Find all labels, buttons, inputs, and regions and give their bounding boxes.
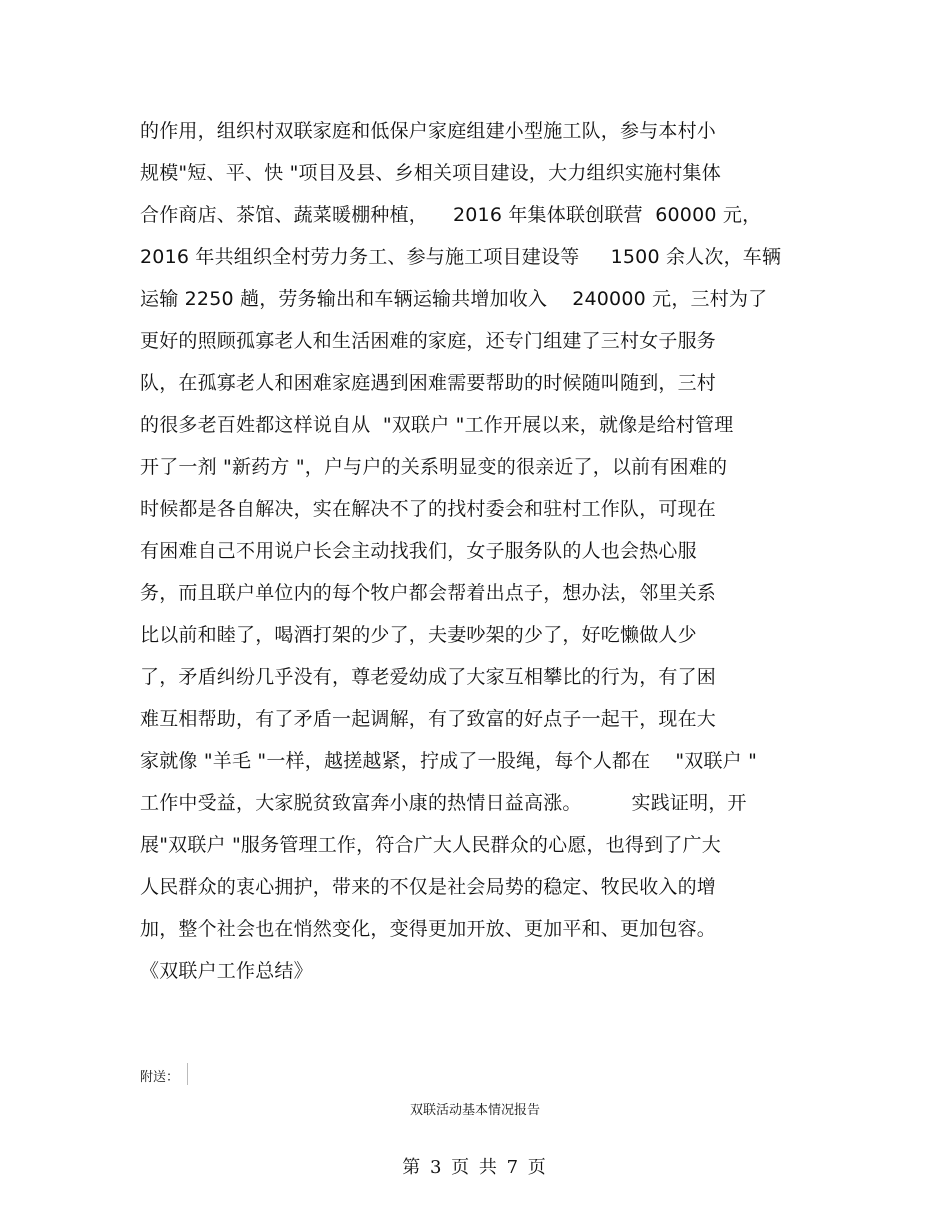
text-line-15: 难互相帮助，有了矛盾一起调解，有了致富的好点子一起干，现在大 — [140, 708, 717, 730]
text-line-13: 比以前和睦了，喝酒打架的少了，夫妻吵架的少了，好吃懒做人少 — [140, 624, 697, 646]
text-line-8: 的很多老百姓都这样说自从 "双联户 "工作开展以来，就像是给村管理 — [140, 414, 734, 436]
text-line-18: 展"双联户 "服务管理工作，符合广大人民群众的心愿，也得到了广大 — [140, 834, 721, 856]
text-line-2: 规模"短、平、快 "项目及县、乡相关项目建设，大力组织实施村集体 — [140, 162, 721, 184]
text-line-19: 人民群众的衷心拥护，带来的不仅是社会局势的稳定、牧民收入的增 — [140, 876, 717, 898]
text-line-1: 的作用，组织村双联家庭和低保户家庭组建小型施工队，参与本村小 — [140, 120, 717, 142]
text-line-12: 务，而且联户单位内的每个牧户都会帮着出点子，想办法，邻里关系 — [140, 582, 717, 604]
text-line-5: 运输 2250 趟，劳务输出和车辆运输共增加收入 240000 元，三村为了 — [140, 288, 768, 310]
document-title-reference: 《双联户工作总结》 — [140, 960, 313, 982]
attachment-title: 双联活动基本情况报告 — [409, 1103, 540, 1118]
text-line-11: 有困难自己不用说户长会主动找我们，女子服务队的人也会热心服 — [140, 540, 697, 562]
text-line-4: 2016 年共组织全村劳力务工、参与施工项目建设等 1500 余人次，车辆 — [140, 246, 782, 268]
text-line-14: 了，矛盾纠纷几乎没有，尊老爱幼成了大家互相攀比的行为，有了困 — [140, 666, 717, 688]
text-line-17: 工作中受益，大家脱贫致富奔小康的热情日益高涨。 实践证明，开 — [140, 792, 747, 814]
body-text — [140, 110, 840, 992]
text-line-20: 加，整个社会也在悄然变化，变得更加开放、更加平和、更加包容。 — [140, 918, 717, 940]
attachment-divider — [187, 1063, 188, 1085]
text-line-6: 更好的照顾孤寡老人和生活困难的家庭，还专门组建了三村女子服务 — [140, 330, 717, 352]
text-line-3: 合作商店、茶馆、蔬菜暖棚种植， 2016 年集体联创联营 60000 元， — [140, 204, 762, 226]
text-line-10: 时候都是各自解决，实在解决不了的找村委会和驻村工作队，可现在 — [140, 498, 717, 520]
page-number-footer: 第 3 页 共 7 页 — [402, 1157, 548, 1178]
text-line-16: 家就像 "羊毛 "一样，越搓越紧，拧成了一股绳，每个人都在 "双联户 " — [140, 750, 758, 772]
text-line-9: 开了一剂 "新药方 "，户与户的关系明显变的很亲近了，以前有困难的 — [140, 456, 728, 478]
attachment-label: 附送： — [140, 1070, 180, 1085]
text-line-7: 队，在孤寡老人和困难家庭遇到困难需要帮助的时候随叫随到，三村 — [140, 372, 717, 394]
